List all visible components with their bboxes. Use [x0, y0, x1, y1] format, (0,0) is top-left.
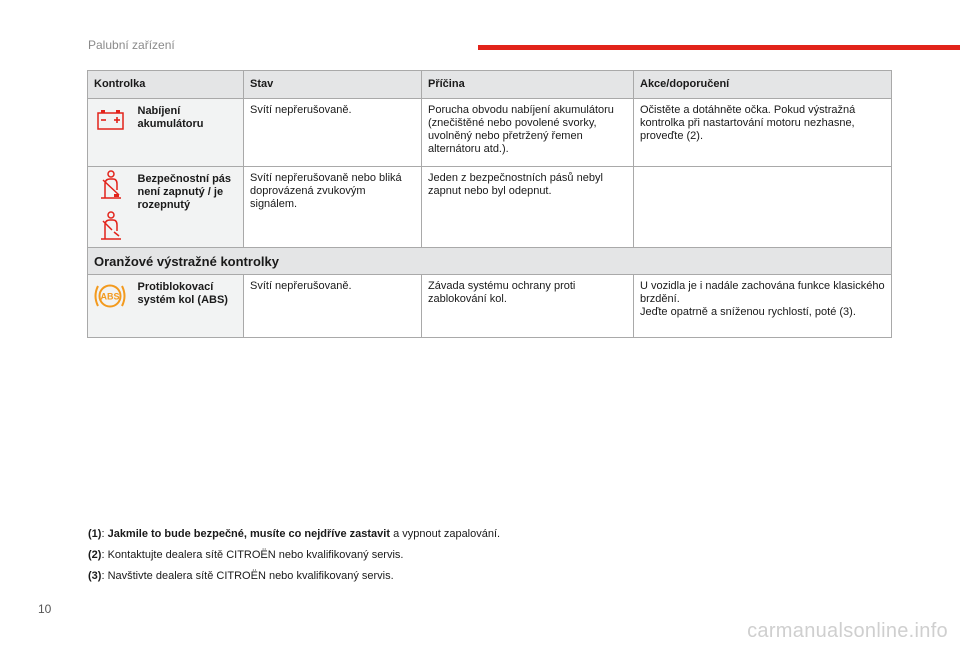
cell-akce: [634, 167, 892, 248]
table-header-row: [88, 71, 892, 99]
cell-pricina: Jeden z bezpečnostních pásů nebyl zapnut nebo byl odepnut.: [422, 167, 634, 248]
seatbelt-icon: [99, 170, 123, 200]
footnotes: [88, 528, 500, 591]
abs-icon: [92, 281, 128, 311]
cell-stav: Svítí nepřerušovaně.: [244, 275, 422, 338]
cell-pricina: Závada systému ochrany proti zablokování kol.: [422, 275, 634, 338]
group-title: Oranžové výstražné kontrolky: [88, 248, 892, 275]
icon-cell: [88, 167, 132, 248]
cell-stav: Svítí nepřerušovaně nebo bliká doprovázená zvukovým signálem.: [244, 167, 422, 248]
cell-akce-line: Jeďte opatrně a sníženou rychlostí, poté (3).: [640, 306, 856, 318]
footnote-ref: (1): [88, 528, 102, 540]
light-name: Bezpečnostní pás není zapnutý / je rozepnutý: [132, 167, 244, 248]
section-title: Palubní zařízení: [88, 38, 175, 52]
cell-akce: [634, 275, 892, 338]
column-header-pricina: Příčina: [422, 71, 634, 99]
cell-akce: Očistěte a dotáhněte očka. Pokud výstražná kontrolka při nastartování motoru nezhasne, proveďte (2).: [634, 99, 892, 167]
footnote-text: : Kontaktujte dealera sítě CITROËN nebo kvalifikovaný servis.: [101, 549, 404, 561]
column-header-kontrolka: Kontrolka: [88, 71, 244, 99]
footnote: [88, 570, 500, 583]
page-number: 10: [38, 602, 52, 616]
footnote-bold: Jakmile to bude bezpečné, musíte co nejdříve zastavit: [107, 528, 391, 540]
light-name: Nabíjení akumulátoru: [132, 99, 244, 167]
footnote: (1): Jakmile to bude bezpečné, musíte co nejdříve zastavit a vypnout zapalování.: [88, 528, 501, 540]
cell-pricina: Porucha obvodu nabíjení akumulátoru (znečištěné nebo povolené svorky, uvolněný nebo přetržený řemen alternátoru atd.).: [422, 99, 634, 167]
footnote-text: : Navštivte dealera sítě CITROËN nebo kvalifikovaný servis.: [101, 570, 394, 582]
footnote-text: a vypnout zapalování.: [390, 528, 501, 540]
warning-lights-table: [87, 70, 892, 338]
column-header-akce: Akce/doporučení: [634, 71, 892, 99]
seatbelt-unfastened-icon: [99, 211, 123, 241]
battery-icon: [97, 110, 124, 130]
cell-akce-line: U vozidla je i nadále zachována funkce klasického brzdění.: [640, 280, 885, 305]
cell-stav: Svítí nepřerušovaně.: [244, 99, 422, 167]
footnote-ref: (2): [88, 549, 102, 561]
watermark: carmanualsonline.info: [747, 620, 948, 642]
light-name: Protiblokovací systém kol (ABS): [132, 275, 244, 338]
table-row: [88, 99, 892, 167]
footnote: [88, 549, 500, 562]
footnote-ref: (3): [88, 570, 102, 582]
icon-cell: [88, 99, 132, 167]
table-row: [88, 167, 892, 248]
column-header-stav: Stav: [244, 71, 422, 99]
icon-cell: [88, 275, 132, 338]
table-row: [88, 275, 892, 338]
abs-icon-label: ABS: [100, 291, 120, 302]
group-header-row: [88, 248, 892, 275]
accent-bar: [478, 45, 960, 50]
